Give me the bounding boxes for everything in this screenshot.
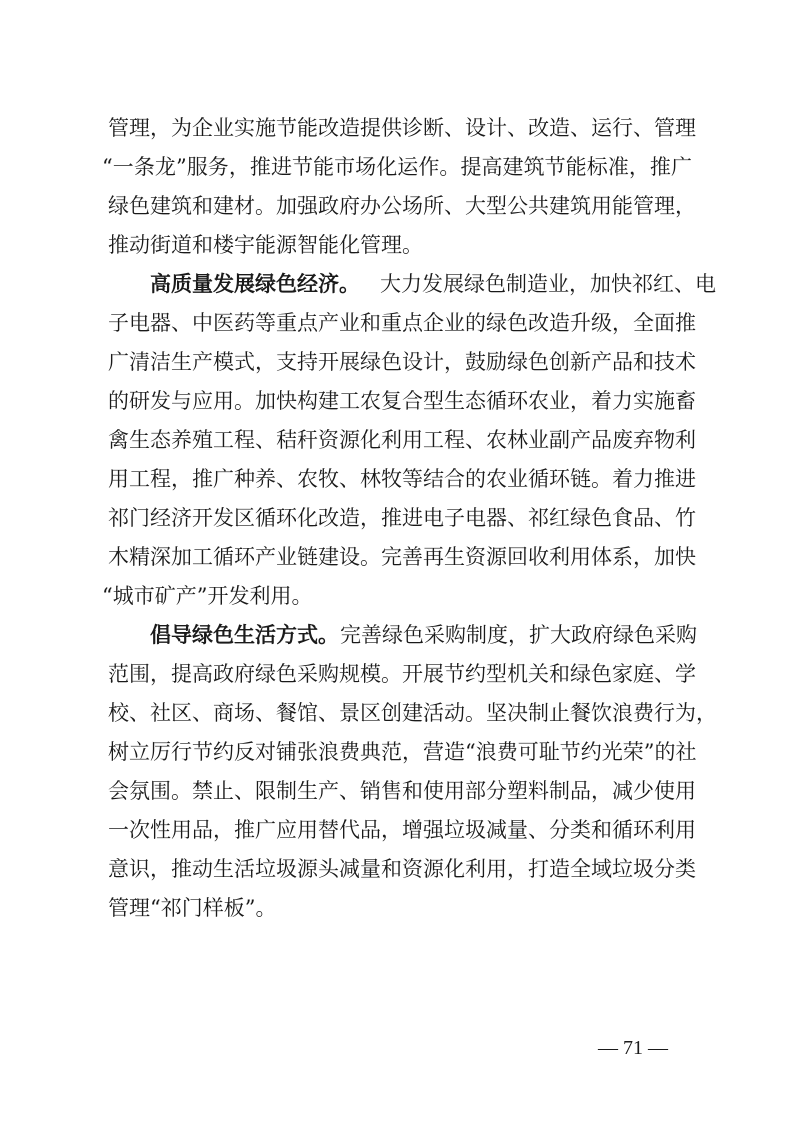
body-text: 推动街道和楼宇能源智能化管理。 — [108, 233, 423, 257]
paragraph-3-line-5 — [0, 771, 793, 811]
body-text: 树立厉行节约反对铺张浪费典范，营造“浪费可耻节约光荣”的社 — [108, 740, 697, 764]
page-number: — 71 — — [598, 1037, 668, 1059]
body-text: 木精深加工循环产业链建设。完善再生资源回收利用体系，加快 — [108, 545, 696, 569]
paragraph-2-line-6 — [0, 459, 793, 499]
body-text: 祁门经济开发区循环化改造，推进电子电器、祁红绿色食品、竹 — [108, 506, 696, 530]
section-heading-green-economy: 高质量发展绿色经济。 — [150, 271, 360, 296]
paragraph-3-line-3 — [0, 693, 793, 733]
paragraph-2-line-3 — [0, 342, 793, 382]
body-text: 意识，推动生活垃圾源头减量和资源化利用，打造全域垃圾分类 — [108, 857, 696, 881]
paragraph-3-line-8 — [0, 888, 793, 928]
paragraph-3-line-6 — [0, 810, 793, 850]
body-text: 广清洁生产模式，支持开展绿色设计，鼓励绿色创新产品和技术 — [108, 350, 696, 374]
body-text: 范围，提高政府绿色采购规模。开展节约型机关和绿色家庭、学 — [108, 662, 696, 686]
paragraph-2-line-4 — [0, 381, 793, 421]
paragraph-2-line-1 — [0, 264, 793, 304]
body-text: 一次性用品，推广应用替代品，增强垃圾减量、分类和循环利用 — [108, 818, 696, 842]
paragraph-1-line-4 — [0, 225, 793, 265]
paragraph-3-line-4 — [0, 732, 793, 772]
paragraph-3-line-1 — [0, 615, 793, 655]
paragraph-1-line-3 — [0, 186, 793, 226]
paragraph-2-line-8 — [0, 537, 793, 577]
section-heading-green-lifestyle: 倡导绿色生活方式。 — [150, 622, 339, 647]
paragraph-1-line-2 — [0, 147, 793, 187]
paragraph-1-line-1 — [0, 108, 793, 148]
paragraph-2-line-9 — [0, 576, 793, 616]
paragraph-2-line-2 — [0, 303, 793, 343]
body-text: 校、社区、商场、餐馆、景区创建活动。坚决制止餐饮浪费行为， — [108, 701, 717, 725]
paragraph-3-line-7 — [0, 849, 793, 889]
body-text: 子电器、中医药等重点产业和重点企业的绿色改造升级，全面推 — [108, 311, 696, 335]
body-text: 完善绿色采购制度，扩大政府绿色采购 — [340, 623, 697, 647]
body-text: 禽生态养殖工程、秸秆资源化利用工程、农林业副产品废弃物利 — [108, 428, 696, 452]
body-text: “一条龙”服务，推进节能市场化运作。提高建筑节能标准，推广 — [102, 155, 692, 179]
paragraph-2-line-5 — [0, 420, 793, 460]
body-text: 大力发展绿色制造业，加快祁红、电 — [380, 272, 716, 296]
body-text: 绿色建筑和建材。加强政府办公场所、大型公共建筑用能管理， — [108, 194, 696, 218]
body-text: 用工程，推广种养、农牧、林牧等结合的农业循环链。着力推进 — [108, 467, 696, 491]
body-text: 管理，为企业实施节能改造提供诊断、设计、改造、运行、管理 — [108, 116, 696, 140]
paragraph-2-line-7 — [0, 498, 793, 538]
body-text: 会氛围。禁止、限制生产、销售和使用部分塑料制品，减少使用 — [108, 779, 696, 803]
paragraph-3-line-2 — [0, 654, 793, 694]
body-text: “城市矿产”开发利用。 — [102, 584, 313, 608]
body-text: 管理“祁门样板”。 — [108, 896, 277, 920]
body-text: 的研发与应用。加快构建工农复合型生态循环农业，着力实施畜 — [108, 389, 696, 413]
